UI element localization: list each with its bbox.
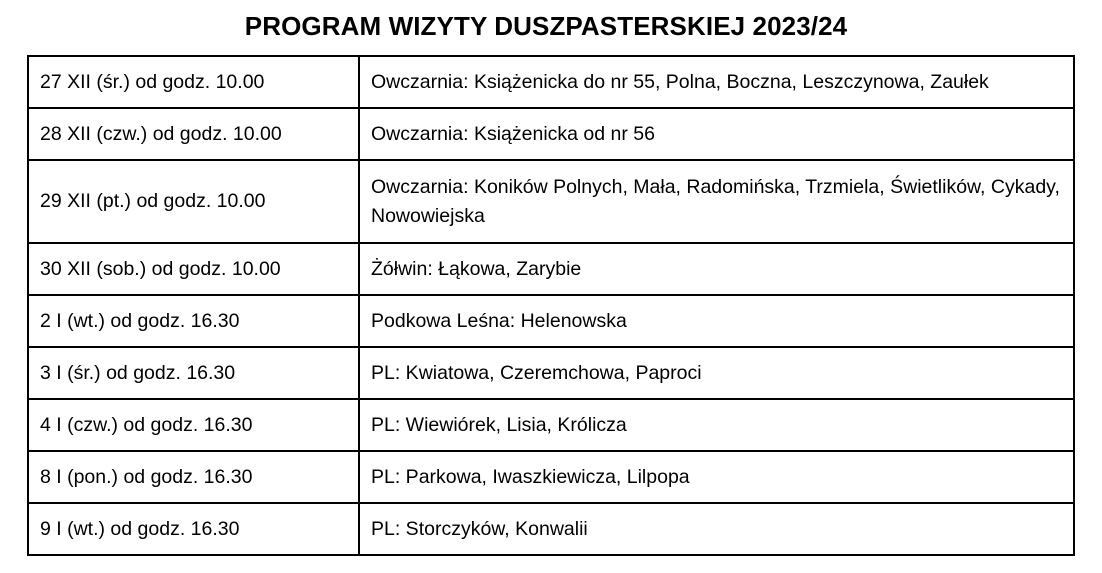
table-row (28, 399, 1074, 451)
visit-area-cell: Podkowa Leśna: Helenowska (359, 295, 1074, 347)
visit-area-cell: PL: Kwiatowa, Czeremchowa, Paproci (359, 347, 1074, 399)
visit-area-cell: PL: Wiewiórek, Lisia, Królicza (359, 399, 1074, 451)
document-title: PROGRAM WIZYTY DUSZPASTERSKIEJ 2023/24 (244, 11, 848, 41)
table-row (28, 503, 1074, 555)
table-row (28, 451, 1074, 503)
schedule-table (27, 55, 1075, 556)
visit-date-cell: 3 I (śr.) od godz. 16.30 (28, 347, 359, 399)
visit-area-cell: Owczarnia: Koników Polnych, Mała, Radomińska, Trzmiela, Świetlików, Cykady, Nowowiejska (359, 160, 1074, 243)
table-row (28, 347, 1074, 399)
visit-date-cell: 9 I (wt.) od godz. 16.30 (28, 503, 359, 555)
visit-area-cell: Owczarnia: Książenicka do nr 55, Polna, Boczna, Leszczynowa, Zaułek (359, 56, 1074, 108)
visit-date-cell: 4 I (czw.) od godz. 16.30 (28, 399, 359, 451)
table-row (28, 295, 1074, 347)
visit-date-cell: 28 XII (czw.) od godz. 10.00 (28, 108, 359, 160)
table-row (28, 108, 1074, 160)
visit-date-cell: 27 XII (śr.) od godz. 10.00 (28, 56, 359, 108)
visit-area-cell: Owczarnia: Książenicka od nr 56 (359, 108, 1074, 160)
visit-area-cell: Żółwin: Łąkowa, Zarybie (359, 243, 1074, 295)
table-row (28, 56, 1074, 108)
visit-area-cell: PL: Parkowa, Iwaszkiewicza, Lilpopa (359, 451, 1074, 503)
table-row (28, 160, 1074, 243)
visit-area-cell: PL: Storczyków, Konwalii (359, 503, 1074, 555)
table-row (28, 243, 1074, 295)
visit-date-cell: 30 XII (sob.) od godz. 10.00 (28, 243, 359, 295)
visit-date-cell: 29 XII (pt.) od godz. 10.00 (28, 160, 359, 243)
visit-date-cell: 2 I (wt.) od godz. 16.30 (28, 295, 359, 347)
visit-date-cell: 8 I (pon.) od godz. 16.30 (28, 451, 359, 503)
